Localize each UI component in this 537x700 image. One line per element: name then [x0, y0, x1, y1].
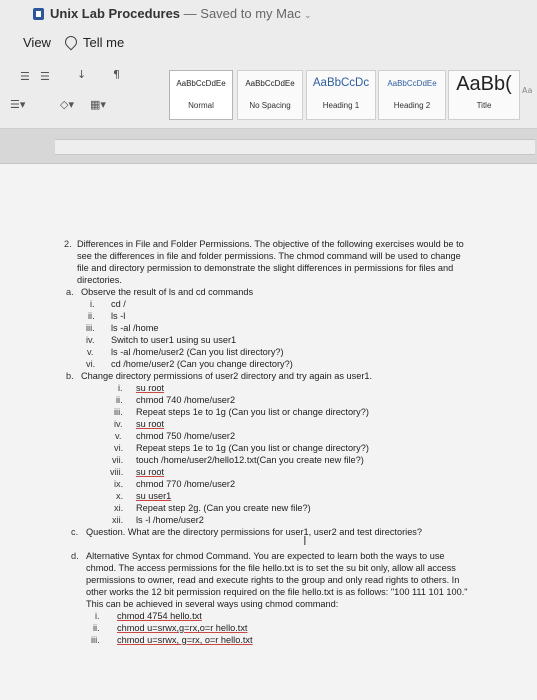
- window-title[interactable]: [50, 6, 311, 21]
- style-heading-1[interactable]: [306, 70, 376, 120]
- increase-indent-icon[interactable]: ☰: [40, 70, 50, 83]
- text-cursor-icon: I: [303, 533, 307, 548]
- list-item: Repeat step 2g. (Can you create new file?): [136, 503, 311, 513]
- list-item: chmod u=srwx, g=rx, o=r hello.txt: [117, 635, 253, 645]
- section-c-question: Question. What are the directory permissions for user1, user2 and test directories?: [86, 527, 423, 537]
- section-d-line: permissions to owner, read and execute rights to the group and only read rights to others. In: [86, 575, 460, 585]
- list-item: ls -l /home/user2: [136, 515, 204, 525]
- list-roman: iv.: [114, 419, 123, 429]
- style-sample: AaBbCcDdEe: [176, 79, 226, 88]
- ribbon-tab-bar: [0, 28, 537, 56]
- list-roman: viii.: [110, 467, 124, 477]
- list-item: ls -al /home/user2 (Can you list directory?): [111, 347, 284, 357]
- style-sample: AaBb(: [456, 73, 512, 95]
- list-item: Switch to user1 using su user1: [111, 335, 237, 345]
- tab-view[interactable]: View: [23, 35, 51, 50]
- section-b-heading: Change directory permissions of user2 directory and try again as user1.: [81, 371, 373, 381]
- list-roman: vi.: [86, 359, 96, 369]
- section-d-line: Alternative Syntax for chmod Command. You are expected to learn both the ways to use: [86, 551, 445, 561]
- section-d-line: This can be achieved in several ways using chmod command:: [86, 599, 339, 609]
- chevron-down-icon[interactable]: ⌄: [304, 11, 312, 20]
- list-item: chmod 4754 hello.txt: [117, 611, 202, 621]
- list-roman: i.: [118, 383, 123, 393]
- list-item: su root: [136, 467, 165, 477]
- style-label: Heading 1: [322, 101, 360, 110]
- title-bar: [0, 0, 537, 28]
- style-heading-2[interactable]: [378, 70, 446, 120]
- list-item: chmod u=srwx,g=rx,o=r hello.txt: [117, 623, 248, 633]
- ruler: [0, 129, 537, 164]
- list-roman: ii.: [93, 623, 100, 633]
- q2-line: directories.: [77, 275, 122, 285]
- tell-me-search[interactable]: Tell me: [83, 35, 125, 50]
- style-label: No Spacing: [249, 101, 291, 110]
- list-letter: d.: [71, 551, 79, 561]
- style-title[interactable]: [448, 70, 520, 120]
- decrease-indent-icon[interactable]: ☰: [20, 70, 30, 83]
- list-roman: iii.: [91, 635, 100, 645]
- list-roman: i.: [90, 299, 95, 309]
- style-sample: AaBbCcDdEe: [387, 79, 437, 88]
- list-roman: vii.: [112, 455, 124, 465]
- list-roman: vi.: [114, 443, 124, 453]
- style-normal[interactable]: [169, 70, 233, 120]
- list-roman: iv.: [86, 335, 95, 345]
- section-d-line: chmod. The access permissions for the file hello.txt is to set the su bit only, allow all access: [86, 563, 456, 573]
- lightbulb-icon: [63, 34, 80, 51]
- line-spacing-icon[interactable]: ☰▾: [10, 98, 26, 111]
- list-number: 2.: [64, 239, 72, 249]
- list-letter: c.: [71, 527, 79, 537]
- list-item: touch /home/user2/hello12.txt(Can you create new file?): [136, 455, 364, 465]
- shading-icon[interactable]: ◇▾: [60, 98, 74, 111]
- word-document-icon: [33, 8, 44, 20]
- list-item: ls -al /home: [111, 323, 159, 333]
- pilcrow-icon[interactable]: ¶: [113, 68, 120, 81]
- list-roman: iii.: [86, 323, 95, 333]
- style-no-spacing[interactable]: [237, 70, 303, 120]
- list-item: Repeat steps 1e to 1g (Can you list or change directory?): [136, 443, 369, 453]
- list-item: ls -l: [111, 311, 126, 321]
- list-item: Repeat steps 1e to 1g (Can you list or change directory?): [136, 407, 369, 417]
- list-letter: a.: [66, 287, 74, 297]
- style-sample: AaBbCcDdEe: [245, 79, 295, 88]
- list-roman: ix.: [114, 479, 124, 489]
- document-name: Unix Lab Procedures: [50, 6, 181, 21]
- list-item: cd /: [111, 299, 126, 309]
- list-item: su root: [136, 419, 165, 429]
- q2-line: Differences in File and Folder Permissions. The objective of the following exercises would be to: [77, 239, 464, 249]
- list-roman: ii.: [116, 395, 123, 405]
- list-letter: b.: [66, 371, 74, 381]
- list-roman: v.: [115, 431, 122, 441]
- ruler-band[interactable]: [55, 139, 535, 155]
- list-item: chmod 740 /home/user2: [136, 395, 236, 405]
- style-label: Normal: [188, 101, 214, 110]
- more-styles-button[interactable]: Aa: [522, 86, 533, 95]
- style-label: Title: [476, 101, 492, 110]
- q2-line: see the differences in file and folder permissions. The chmod command will be used to change: [77, 251, 461, 261]
- q2-line: file and directory permission to demonstrate the slight differences in permissions for files and: [77, 263, 454, 273]
- list-roman: v.: [87, 347, 94, 357]
- borders-icon[interactable]: ▦▾: [90, 98, 106, 111]
- section-d-line: other works the 12 bit permission required on the file hello.txt is as follows: "100 111 101 100.": [86, 587, 468, 597]
- list-item: su user1: [136, 491, 172, 501]
- list-roman: i.: [95, 611, 100, 621]
- list-roman: xii.: [112, 515, 124, 525]
- list-roman: x.: [116, 491, 124, 501]
- style-sample: AaBbCcDc: [312, 77, 370, 89]
- sort-icon[interactable]: ↓: [77, 68, 87, 81]
- list-roman: ii.: [88, 311, 95, 321]
- list-item: chmod 770 /home/user2: [136, 479, 236, 489]
- list-item: su root: [136, 383, 165, 393]
- section-a-heading: Observe the result of ls and cd commands: [81, 287, 254, 297]
- document-page[interactable]: [0, 164, 537, 700]
- list-item: cd /home/user2 (Can you change directory?): [111, 359, 293, 369]
- list-roman: iii.: [114, 407, 123, 417]
- list-roman: xi.: [114, 503, 124, 513]
- style-label: Heading 2: [393, 101, 431, 110]
- saved-status: — Saved to my Mac: [183, 6, 301, 21]
- list-item: chmod 750 /home/user2: [136, 431, 236, 441]
